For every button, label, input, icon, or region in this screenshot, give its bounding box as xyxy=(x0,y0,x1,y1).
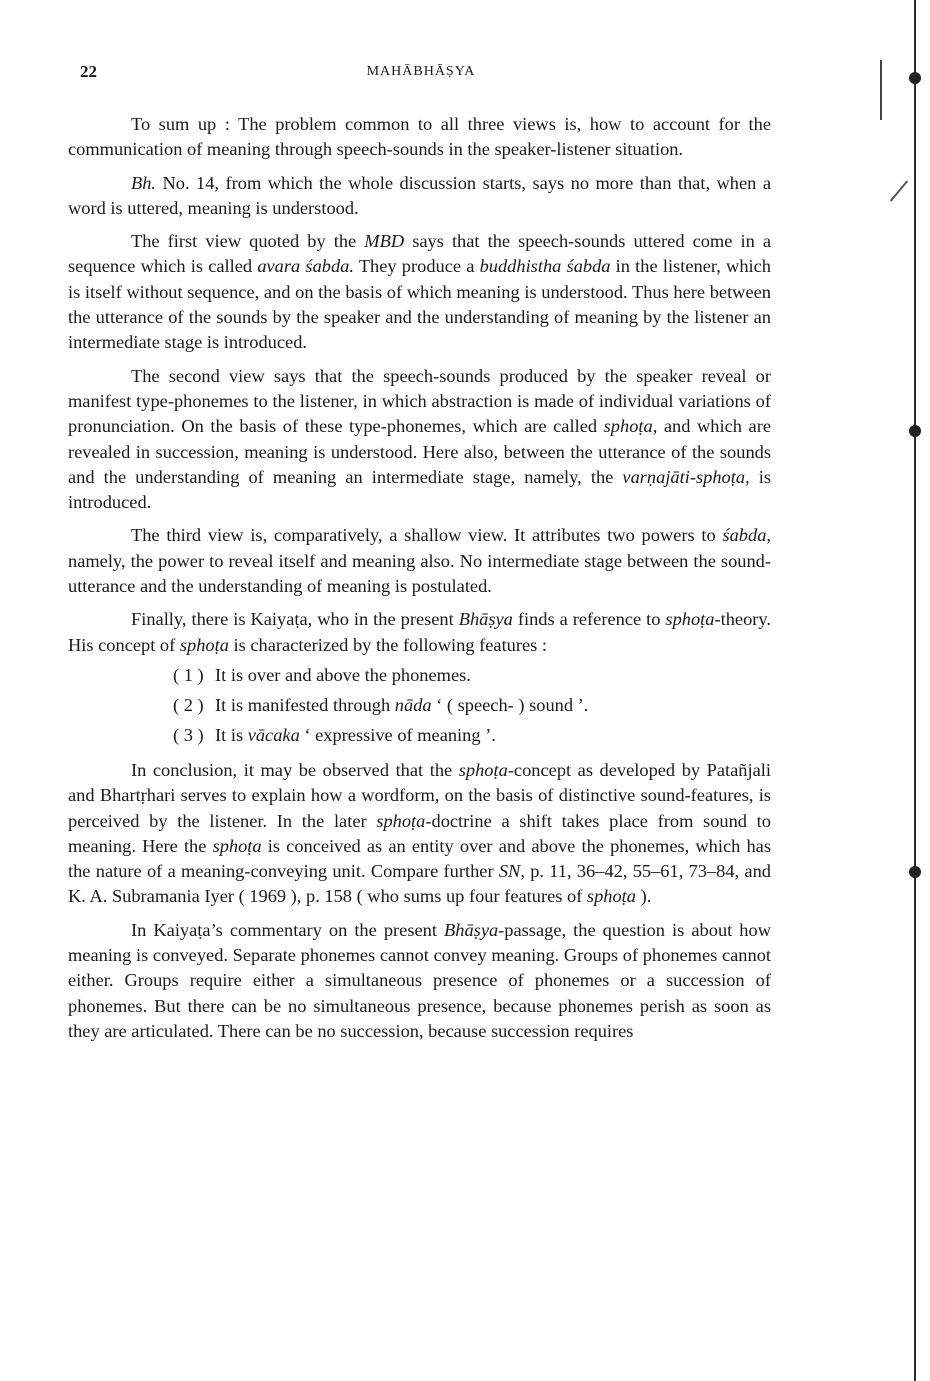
binding-mark xyxy=(909,866,921,878)
margin-slash xyxy=(890,180,908,201)
margin-tick xyxy=(880,60,882,120)
page-header xyxy=(68,62,774,86)
binding-mark xyxy=(909,72,921,84)
binding-edge-line xyxy=(914,0,916,1381)
feature-list xyxy=(68,660,771,750)
paragraph: The third view is, comparatively, a shallow view. It attributes two powers to śabda, namely, the power to reveal itself and meaning also. No intermediate stage between the sound-utterance and the understanding of meaning is postulated. xyxy=(68,525,771,597)
paragraph: The first view quoted by the MBD says that the speech-sounds uttered come in a sequence which is called avara śabda. They produce a buddhistha śabda in the listener, which is itself without sequence, and on the basis of which meaning is understood. Thus here between the utterance of the sounds by the speaker and the understanding of meaning by the listener an intermediate stage is introduced. xyxy=(68,231,772,353)
paragraph: Bh. No. 14, from which the whole discussion starts, says no more than that, when a word is uttered, meaning is understood. xyxy=(68,172,771,218)
paragraph: In conclusion, it may be observed that the sphoṭa-concept as developed by Patañjali and Bhartṛhari serves to explain how a wordform, on the basis of distinctive sound-features, is perceived by the listener. In the later sphoṭa-doctrine a shift takes place from sound to meaning. Here the sphoṭa is conceived as an entity over and above the phonemes, which has the nature of a meaning-conveying unit. Compare further SN, p. 11, 36–42, 55–61, 73–84, and K. A. Subramania Iyer ( 1969 ), p. 158 ( who sums up four features of sphoṭa ). xyxy=(68,759,771,907)
list-item: ( 1 ) It is over and above the phonemes. xyxy=(173,664,471,685)
list-item: ( 2 ) It is manifested through nāda ‘ ( speech- ) sound ’. xyxy=(173,694,589,715)
paragraph: Finally, there is Kaiyaṭa, who in the present Bhāṣya finds a reference to sphoṭa-theory. His concept of sphoṭa is characterized by the following features : xyxy=(68,609,771,655)
paragraph: To sum up : The problem common to all three views is, how to account for the communication of meaning through speech-sounds in the speaker-listener situation. xyxy=(68,114,771,160)
page-number: 22 xyxy=(80,62,97,81)
list-item: ( 3 ) It is vācaka ‘ expressive of meaning ’. xyxy=(173,724,496,745)
paragraph: The second view says that the speech-sounds produced by the speaker reveal or manifest type-phonemes to the listener, in which abstraction is made of individual variations of pronunciation. On the basis of these type-phonemes, which are called sphoṭa, and which are revealed in succession, meaning is understood. Here also, between the utterance of the sounds and the understanding of meaning an intermediate stage, namely, the varṇajāti-sphoṭa, is introduced. xyxy=(68,365,771,513)
binding-mark xyxy=(909,425,921,437)
body-text xyxy=(68,112,771,1052)
paragraph: In Kaiyaṭa’s commentary on the present Bhāṣya-passage, the question is about how meaning is conveyed. Separate phonemes cannot convey meaning. Groups of phonemes cannot either. Groups require either a simultaneous presence of phonemes or a succession of phonemes. But there can be no simultaneous presence, because phonemes perish as soon as they are articulated. There can be no succession, because succession requires xyxy=(68,919,771,1041)
running-title: MAHĀBHĀṢYA xyxy=(366,64,476,79)
